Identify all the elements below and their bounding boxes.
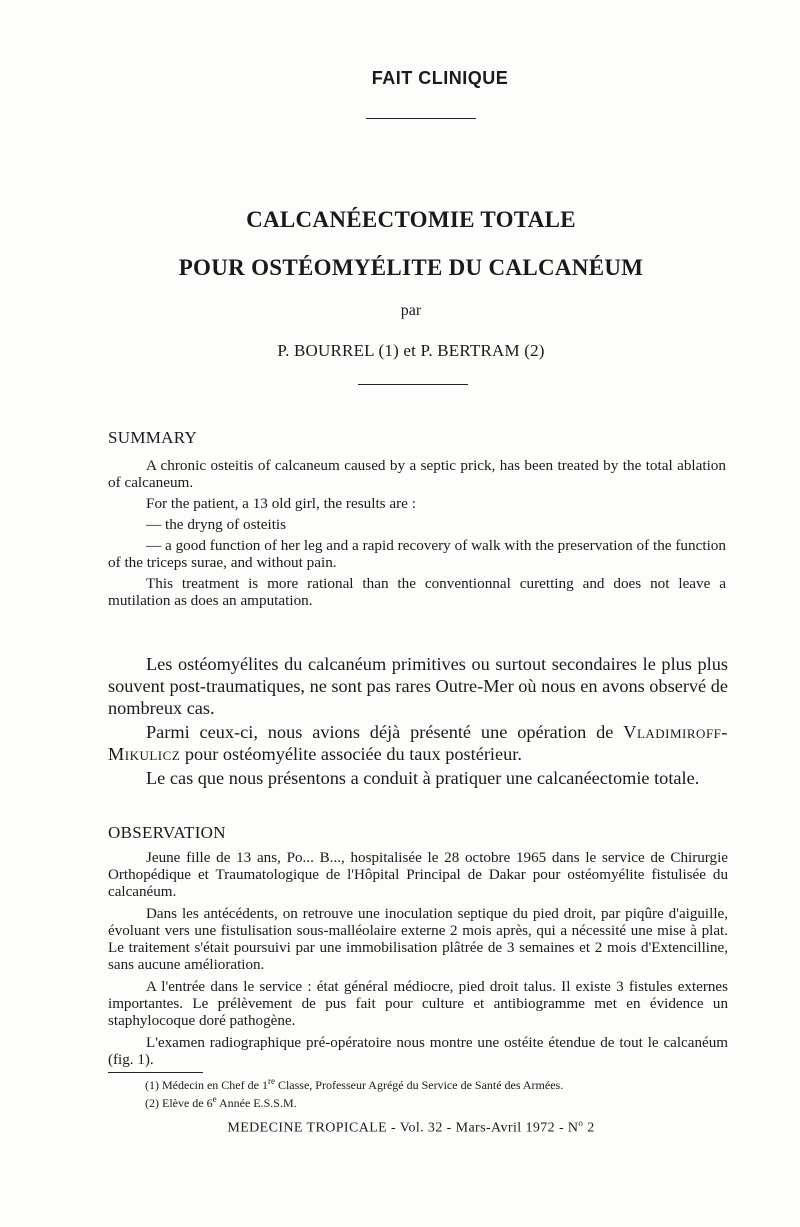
article-title-line-1: CALCANÉECTOMIE TOTALE — [246, 207, 576, 232]
footnote-text: Classe, Professeur Agrégé du Service de Santé des Armées. — [274, 1078, 564, 1092]
issue-number: 2 — [583, 1120, 595, 1136]
summary-body — [108, 457, 726, 613]
journal-footer — [0, 1118, 800, 1137]
journal-citation: MEDECINE TROPICALE - Vol. 32 - Mars-Avril 1972 - N — [227, 1120, 579, 1136]
footnote-1 — [145, 1075, 745, 1093]
observation-paragraph: Jeune fille de 13 ans, Po... B..., hospitalisée le 28 octobre 1965 dans le service de Chirurgie Orthopédique et Traumatologique de l'Hôpital Principal de Dakar pour ostéomyélite fistulisée du calcanéum. — [108, 850, 728, 900]
byline-par: par — [400, 302, 422, 319]
footnotes — [145, 1075, 745, 1110]
title-rule — [358, 384, 468, 385]
footnote-2 — [145, 1093, 745, 1111]
summary-paragraph: For the patient, a 13 old girl, the results are : — [146, 495, 416, 512]
section-heading: FAIT CLINIQUE — [371, 68, 509, 88]
summary-paragraph: — a good function of her leg and a rapid recovery of walk with the preservation of the function of the triceps surae, and without pain. — [108, 537, 726, 571]
observation-paragraph: L'examen radiographique pré-opératoire nous montre une ostéite étendue de tout le calcanéum (fig. 1). — [108, 1035, 728, 1068]
introduction — [108, 653, 728, 791]
summary-paragraph: This treatment is more rational than the conventionnal curetting and does not leave a mutilation as does an amputation. — [108, 575, 726, 609]
footnote-text: Année E.S.S.M. — [216, 1095, 297, 1110]
footnote-superscript: e — [212, 1093, 217, 1104]
intro-text: Parmi ceux-ci, nous avions déjà présenté une opération de — [146, 722, 624, 742]
observation-heading: OBSERVATION — [108, 823, 226, 842]
authors: P. BOURREL (1) et P. BERTRAM (2) — [277, 341, 545, 360]
header-rule — [366, 118, 476, 119]
intro-paragraph: Les ostéomyélites du calcanéum primitives ou surtout secondaires le plus plus souvent post-traumatiques, ne sont pas rares Outre-Mer où nous en avons observé de nombreux cas. — [108, 654, 728, 718]
intro-paragraph — [108, 721, 728, 765]
author-reference: Vladimiroff-Mikulicz — [108, 722, 728, 764]
intro-text: pour ostéomyélite associée du taux postérieur. — [180, 744, 522, 764]
summary-paragraph: A chronic osteitis of calcaneum caused by a septic prick, has been treated by the total ablation of calcaneum. — [108, 457, 726, 491]
observation-body — [108, 850, 728, 1074]
summary-paragraph: — the dryng of osteitis — [146, 516, 287, 533]
footnote-text: (1) Médecin en Chef de 1 — [145, 1078, 268, 1092]
summary-heading: SUMMARY — [108, 428, 198, 447]
footnote-rule — [108, 1072, 203, 1073]
footnote-superscript: re — [267, 1076, 275, 1086]
article-title-line-2: POUR OSTÉOMYÉLITE DU CALCANÉUM — [178, 255, 644, 280]
issue-superscript: o — [578, 1118, 584, 1128]
observation-paragraph: A l'entrée dans le service : état général médiocre, pied droit talus. Il existe 3 fistules externes importantes. Le prélèvement de pus fait pour culture et antibiogramme met en évidence un staphylocoque doré pathogène. — [108, 979, 728, 1029]
footnote-text: (2) Elève de 6 — [145, 1095, 213, 1110]
intro-paragraph: Le cas que nous présentons a conduit à pratiquer une calcanéectomie totale. — [146, 768, 700, 788]
observation-paragraph: Dans les antécédents, on retrouve une inoculation septique du pied droit, par piqûre d'aiguille, évoluant vers une fistulisation sous-malléolaire externe 2 mois après, qui a nécessité une mise à plat. Le traitement s'était poursuivi par une immobilisation plâtrée de 3 semaines et 2 mois d'Extencilline, sans aucune amélioration. — [108, 906, 728, 973]
